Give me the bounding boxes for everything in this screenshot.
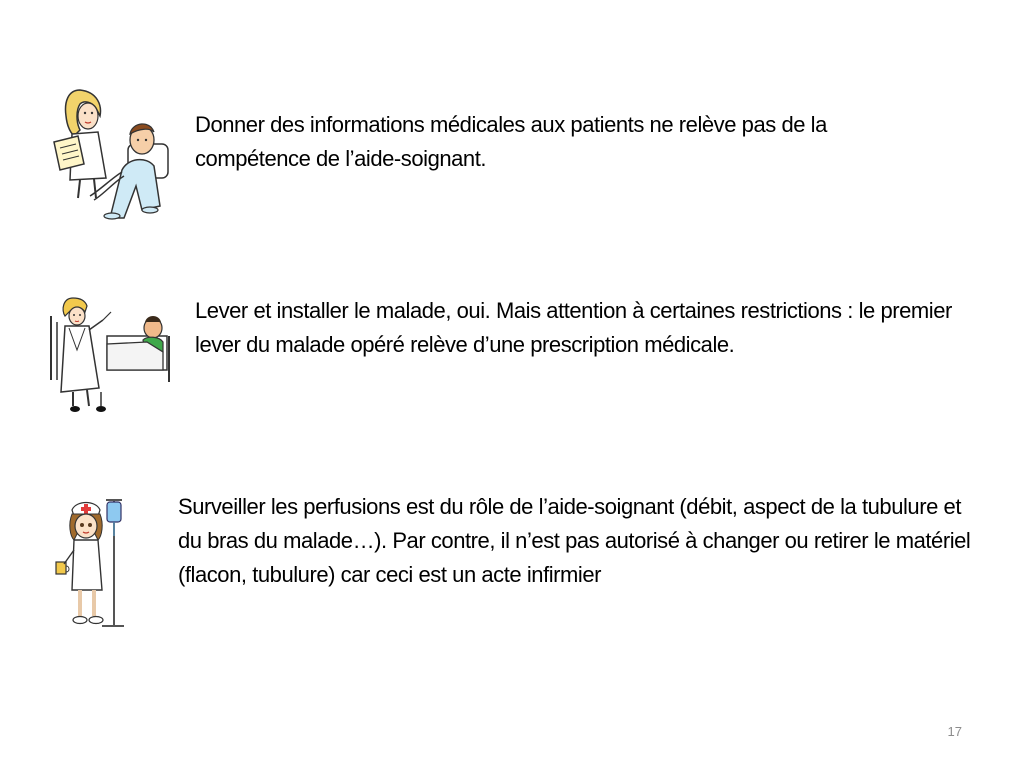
- page-number: 17: [947, 724, 962, 739]
- nurse-at-bedside-of-patient-icon: [47, 296, 173, 414]
- paragraph-lever-malade: Lever et installer le malade, oui. Mais attention à certaines restrictions : le premier lever du malade opéré relève d’une prescription médicale.: [195, 298, 952, 357]
- nurse-with-patient-in-bed-icon: [50, 86, 172, 220]
- paragraph-surveiller-perfusions: Surveiller les perfusions est du rôle de l’aide-soignant (débit, aspect de la tubulure et du bras du malade…). Par contre, il n’est pas autorisé à changer ou retirer le matériel (flacon, tubulure) car ceci est un acte infirmier: [178, 494, 971, 587]
- nurse-with-infusion-stand-icon: [52, 496, 126, 632]
- paragraph-information-medicale: Donner des informations médicales aux patients ne relève pas de la compétence de l’aide-soignant.: [195, 112, 827, 171]
